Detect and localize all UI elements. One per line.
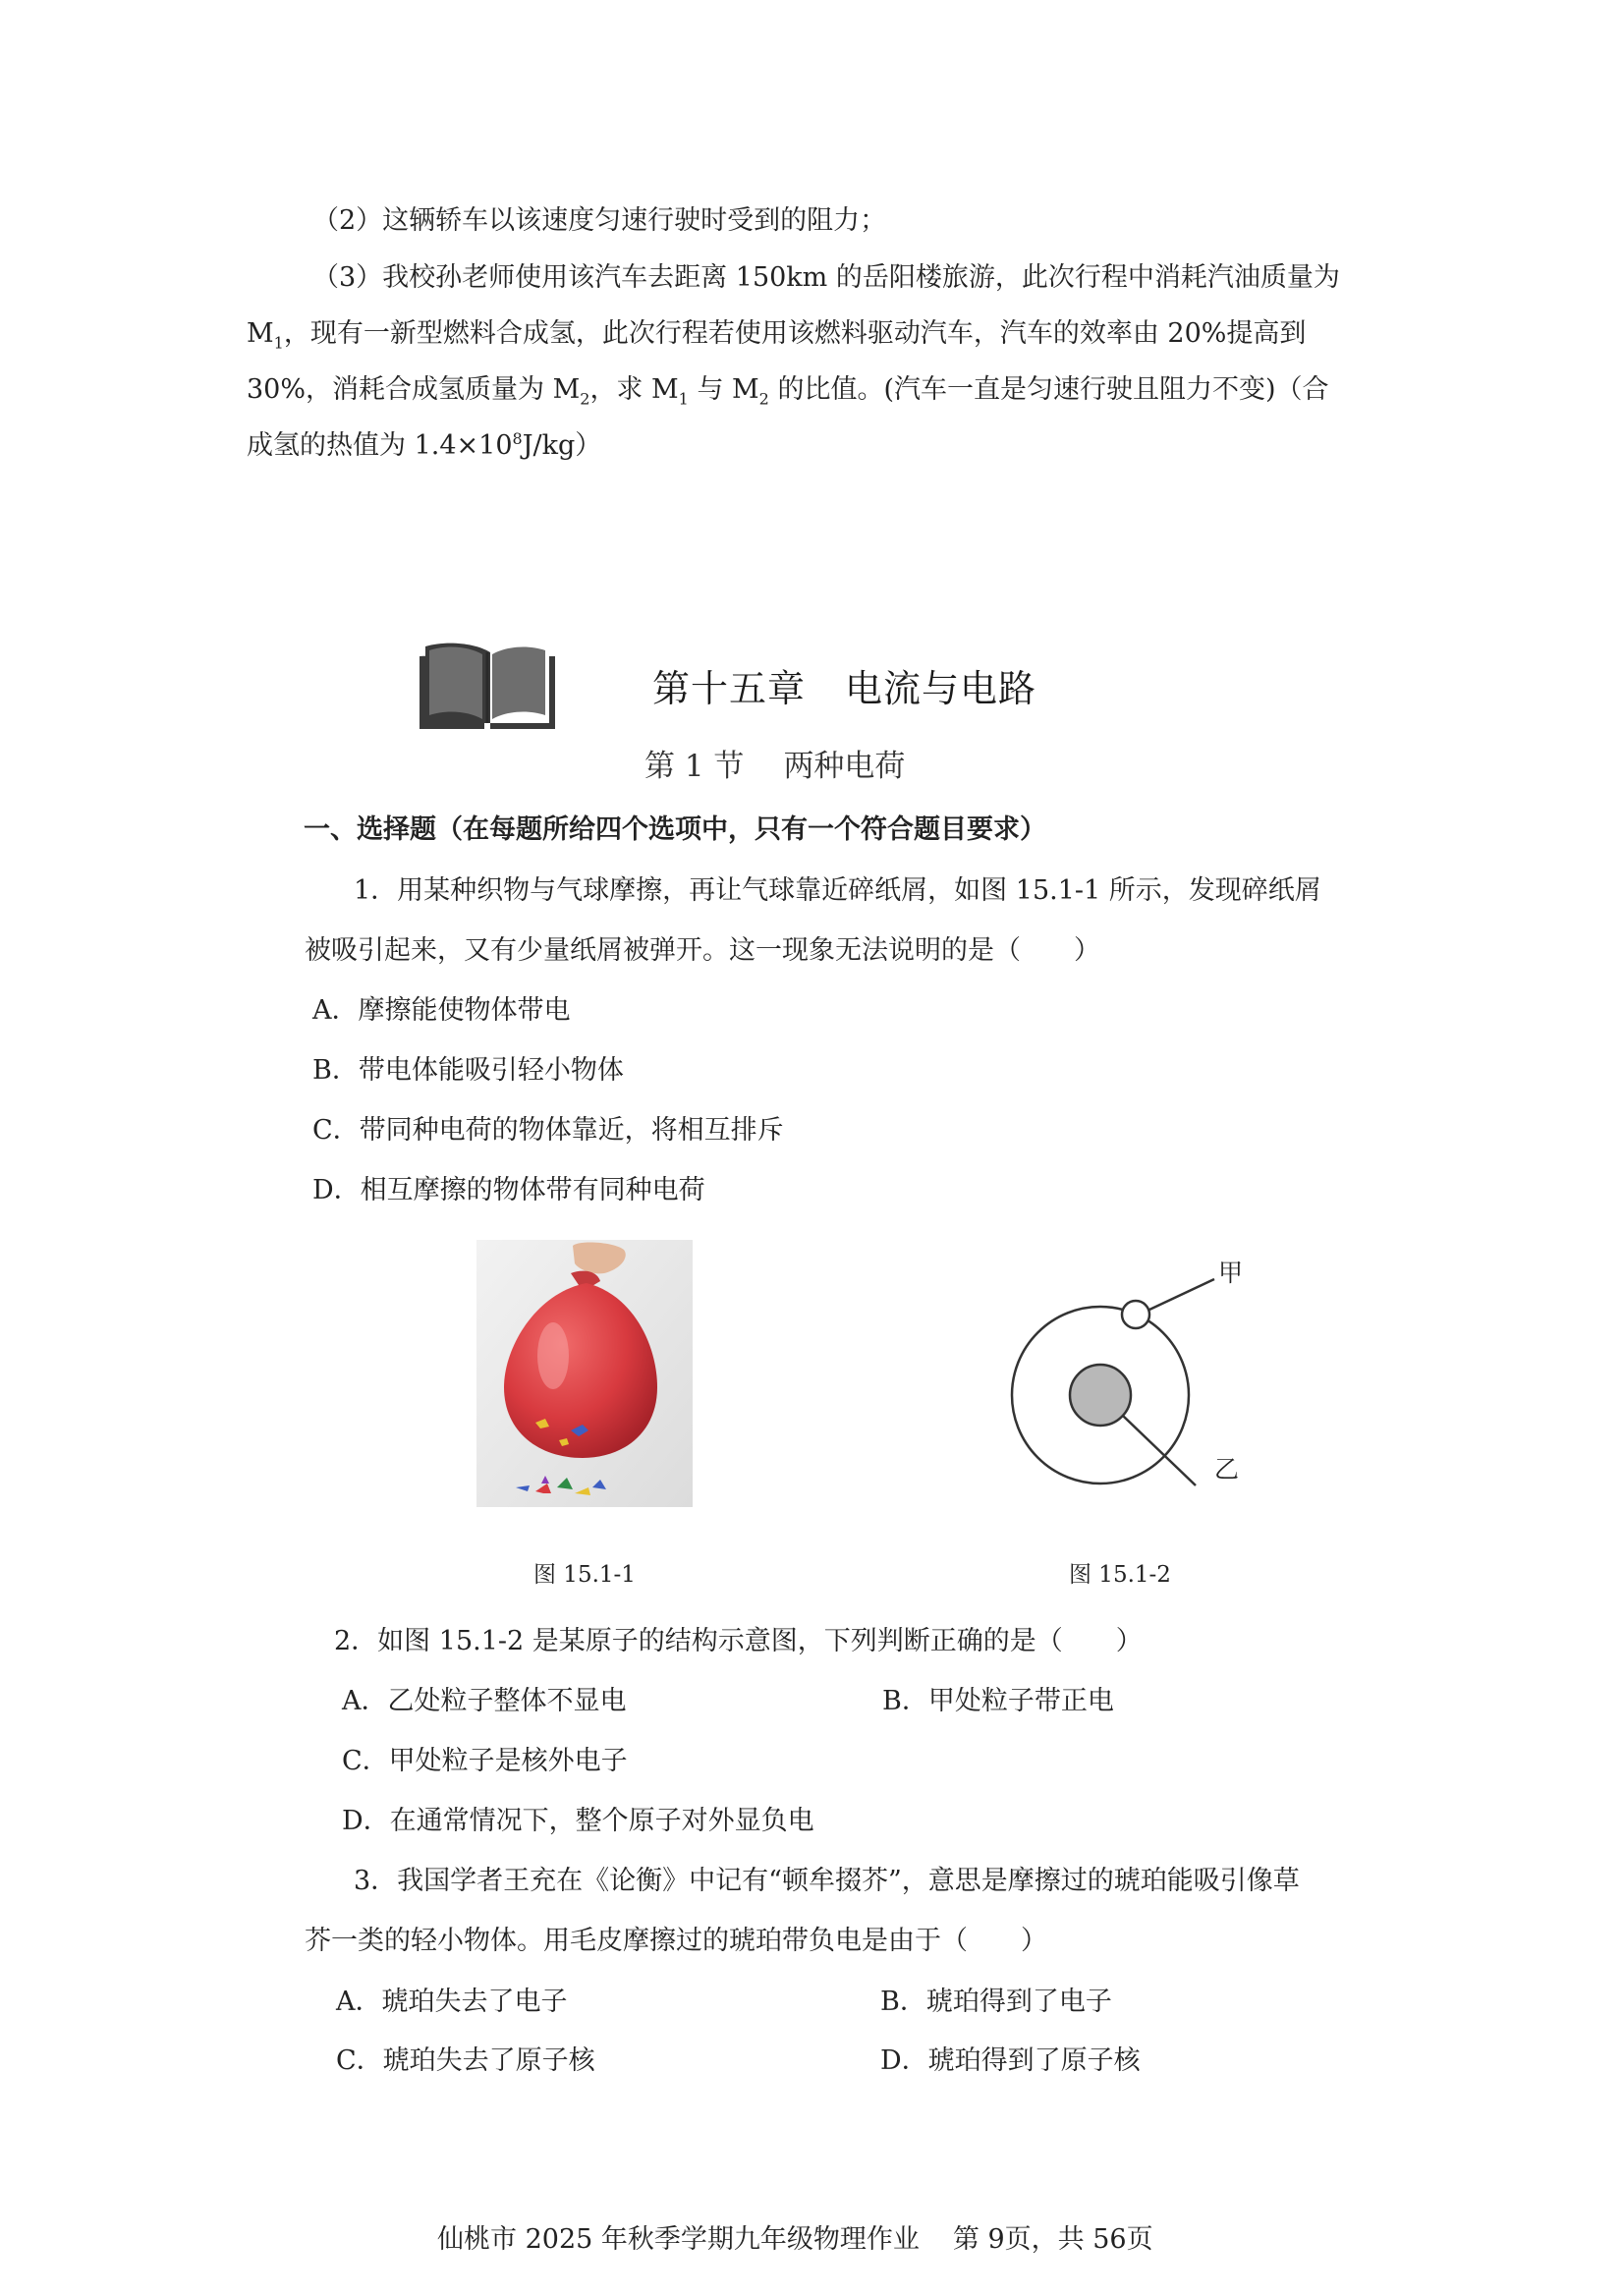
balloon-photo: [476, 1240, 693, 1507]
q2-stem-text: 2．如图 15.1-2 是某原子的结构示意图，下列判断正确的是（ ）: [334, 1626, 1143, 1656]
q3-option-d-text: D．琥珀得到了原子核: [880, 2045, 1141, 2076]
q2-stem: [334, 1619, 1143, 1657]
q3-option-b-text: B．琥珀得到了电子: [880, 1987, 1112, 2017]
q3-option-d: [880, 2039, 1141, 2077]
q1-option-a: [312, 988, 571, 1027]
q1-stem-line1: [354, 868, 1321, 907]
yi-pointer-line: [1123, 1416, 1196, 1485]
q1-option-d-text: D．相互摩擦的物体带有同种电荷: [312, 1175, 705, 1205]
fig2-caption-text: 图 15.1-2: [1069, 1562, 1171, 1588]
text-fragment: J/kg）: [522, 430, 602, 461]
q2-option-c-text: C．甲处粒子是核外电子: [342, 1746, 628, 1776]
superscript: 8: [512, 429, 523, 448]
q1-option-c-text: C．带同种电荷的物体靠近，将相互排斥: [312, 1115, 784, 1146]
section-number: 第 1 节: [644, 749, 745, 784]
fig2-label-jia: [1218, 1254, 1243, 1289]
subscript: 2: [580, 389, 590, 409]
fig2-caption: [1069, 1556, 1171, 1589]
nucleus: [1070, 1365, 1131, 1426]
q1-option-b: [312, 1048, 624, 1087]
q2-option-c: [342, 1739, 628, 1777]
fig1-caption: [533, 1556, 636, 1589]
text-fragment: ，现有一新型燃料合成氢，此次行程若使用该燃料驱动汽车，汽车的效率由 20%提高到: [283, 318, 1307, 349]
fig1-caption-text: 图 15.1-1: [533, 1562, 636, 1588]
section-title: [644, 741, 905, 785]
open-book-icon: [416, 639, 559, 733]
text-fragment: M: [247, 318, 274, 349]
q1-option-c: [312, 1108, 784, 1147]
chapter-name: 电流与电路: [845, 667, 1037, 710]
prev-problem-part3-line4: [247, 423, 601, 462]
q1-option-a-text: A．摩擦能使物体带电: [312, 995, 571, 1026]
subscript: 1: [678, 389, 689, 409]
q3-option-b: [880, 1980, 1112, 2018]
text-fragment: 与 M: [688, 374, 759, 405]
q3-stem-line1: [354, 1859, 1300, 1897]
prev-part3-line1-text: （3）我校孙老师使用该汽车去距离 150km 的岳阳楼旅游，此次行程中消耗汽油质量为: [312, 262, 1340, 293]
section-name: 两种电荷: [783, 749, 906, 784]
q3-option-c-text: C．琥珀失去了原子核: [336, 2045, 595, 2076]
jia-pointer-line: [1149, 1279, 1214, 1310]
q3-option-a: [336, 1980, 568, 2018]
q3-stem-line2: [305, 1919, 1047, 1957]
q2-option-a: [342, 1679, 627, 1717]
page-footer: [437, 2217, 1153, 2256]
footer-page-number: 第 9页，共 56页: [952, 2224, 1153, 2255]
prev-problem-part3-line2: [247, 311, 1306, 352]
chapter-title: [652, 658, 1036, 712]
fig2-label-jia-text: 甲: [1218, 1259, 1244, 1287]
subscript: 2: [758, 389, 769, 409]
prev-problem-part2: [312, 198, 886, 237]
q3-option-c: [336, 2039, 595, 2077]
q2-option-d: [342, 1799, 814, 1837]
q2-option-b-text: B．甲处粒子带正电: [882, 1686, 1114, 1716]
prev-problem-part3-line1: [312, 255, 1340, 294]
text-fragment: 的比值。(汽车一直是匀速行驶且阻力不变)（合: [768, 374, 1329, 405]
q1-option-d: [312, 1168, 705, 1206]
text-fragment: 成氢的热值为 1.4×10: [247, 430, 513, 461]
q3-stem-line1-text: 3．我国学者王充在《论衡》中记有“顿牟掇芥”，意思是摩擦过的琥珀能吸引像草: [354, 1866, 1300, 1896]
text-fragment: ，求 M: [589, 374, 679, 405]
chapter-number: 第十五章: [652, 667, 807, 710]
prev-problem-part3-line3: [247, 367, 1329, 408]
q1-stem-line2-text: 被吸引起来，又有少量纸屑被弹开。这一现象无法说明的是（ ）: [305, 935, 1100, 966]
q1-option-b-text: B．带电体能吸引轻小物体: [312, 1055, 624, 1086]
choice-section-heading: [304, 808, 1046, 846]
footer-school-title: 仙桃市 2025 年秋季学期九年级物理作业: [437, 2224, 920, 2255]
q2-option-d-text: D．在通常情况下，整个原子对外显负电: [342, 1806, 814, 1836]
q3-stem-line2-text: 芥一类的轻小物体。用毛皮摩擦过的琥珀带负电是由于（ ）: [305, 1926, 1047, 1956]
electron: [1122, 1301, 1149, 1328]
q1-stem-line2: [305, 928, 1100, 967]
subscript: 1: [273, 333, 284, 353]
prev-part2-text: （2）这辆轿车以该速度匀速行驶时受到的阻力；: [312, 205, 887, 236]
q2-option-a-text: A．乙处粒子整体不显电: [342, 1686, 627, 1716]
q2-option-b: [882, 1679, 1114, 1717]
q1-stem-line1-text: 1．用某种织物与气球摩擦，再让气球靠近碎纸屑，如图 15.1-1 所示，发现碎纸屑: [354, 875, 1321, 906]
q3-option-a-text: A．琥珀失去了电子: [336, 1987, 568, 2017]
fig2-label-yi: [1214, 1450, 1239, 1485]
text-fragment: 30%，消耗合成氢质量为 M: [247, 374, 581, 405]
choice-section-heading-text: 一、选择题（在每题所给四个选项中，只有一个符合题目要求）: [304, 814, 1046, 845]
fig2-label-yi-text: 乙: [1214, 1455, 1240, 1484]
